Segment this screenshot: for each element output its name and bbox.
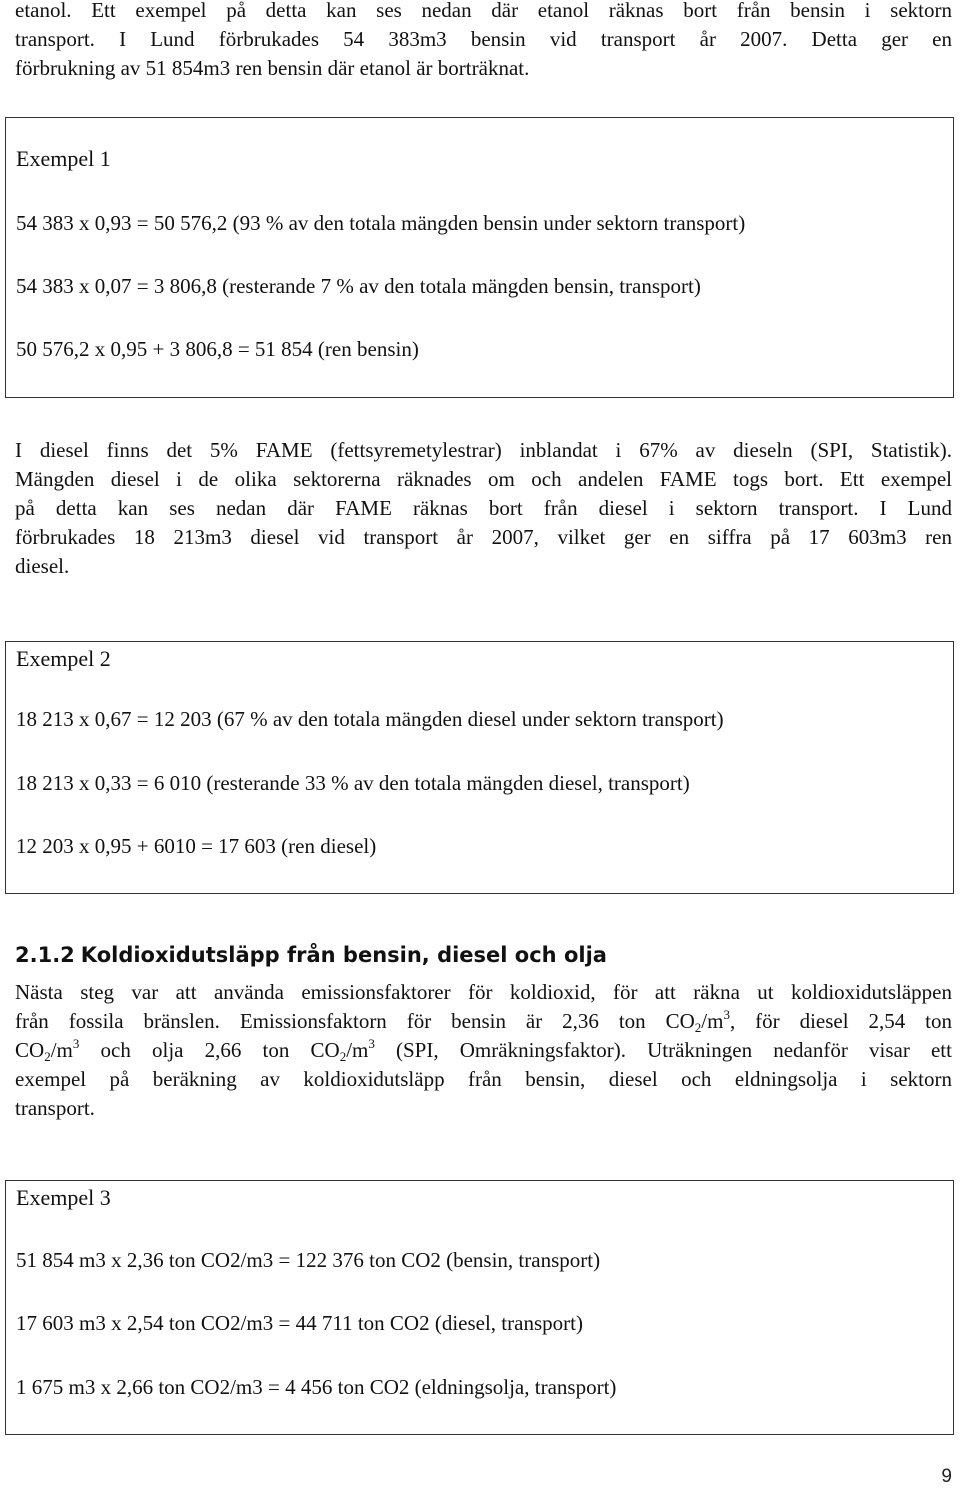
emission-text: (SPI, Omräkningsfaktor). Uträkningen nedanför visar ett xyxy=(374,1038,952,1062)
emission-text: /m xyxy=(50,1038,73,1062)
intro-paragraph xyxy=(15,0,952,83)
emission-text: , för diesel 2,54 ton xyxy=(729,1009,952,1033)
emission-text: från fossila bränslen. Emissionsfaktorn för bensin är 2,36 ton CO xyxy=(15,1009,695,1033)
example-1-line: 54 383 x 0,07 = 3 806,8 (resterande 7 % av den totala mängden bensin, transport) xyxy=(16,274,701,298)
example-2-line: 12 203 x 0,95 + 6010 = 17 603 (ren diesel) xyxy=(16,834,377,858)
emission-text: /m xyxy=(346,1038,369,1062)
example-1-line: 54 383 x 0,93 = 50 576,2 (93 % av den totala mängden bensin under sektorn transport) xyxy=(16,211,746,235)
intro-line: etanol. Ett exempel på detta kan ses nedan där etanol räknas bort från bensin i sektorn xyxy=(15,0,952,22)
emission-paragraph xyxy=(15,978,952,1123)
emission-text: CO xyxy=(15,1038,45,1062)
emission-line: transport. xyxy=(15,1096,95,1120)
example-3-title: Exempel 3 xyxy=(16,1185,111,1210)
example-1-line: 50 576,2 x 0,95 + 3 806,8 = 51 854 (ren bensin) xyxy=(16,337,419,361)
diesel-line: förbrukades 18 213m3 diesel vid transport år 2007, vilket ger en siffra på 17 603m3 ren xyxy=(15,525,952,549)
example-2-line: 18 213 x 0,33 = 6 010 (resterande 33 % av den totala mängden diesel, transport) xyxy=(16,771,690,795)
diesel-line: Mängden diesel i de olika sektorerna räknades om och andelen FAME togs bort. Ett exempel xyxy=(15,467,952,491)
page-number: 9 xyxy=(941,1466,952,1487)
superscript: 3 xyxy=(723,1007,730,1022)
example-3-box xyxy=(5,1180,954,1435)
emission-line xyxy=(15,1036,952,1065)
intro-line: förbrukning av 51 854m3 ren bensin där etanol är borträknat. xyxy=(15,56,530,80)
subscript: 2 xyxy=(339,1049,347,1064)
intro-line: transport. I Lund förbrukades 54 383m3 bensin vid transport år 2007. Detta ger en xyxy=(15,27,952,51)
example-1-title: Exempel 1 xyxy=(16,146,111,171)
emission-text: och olja 2,66 ton CO xyxy=(79,1038,340,1062)
emission-line: Nästa steg var att använda emissionsfaktorer för koldioxid, för att räkna ut koldioxidutsläppen xyxy=(15,980,952,1004)
section-title: Koldioxidutsläpp från bensin, diesel och olja xyxy=(80,943,607,967)
diesel-paragraph xyxy=(15,436,952,581)
section-number: 2.1.2 xyxy=(15,943,75,967)
superscript: 3 xyxy=(368,1036,375,1051)
subscript: 2 xyxy=(44,1049,51,1064)
example-3-line: 51 854 m3 x 2,36 ton CO2/m3 = 122 376 ton CO2 (bensin, transport) xyxy=(16,1248,601,1272)
diesel-line: på detta kan ses nedan där FAME räknas bort från diesel i sektorn transport. I Lund xyxy=(15,496,952,520)
example-2-box xyxy=(5,641,954,894)
emission-line: exempel på beräkning av koldioxidutsläpp från bensin, diesel och eldningsolja i sektorn xyxy=(15,1067,952,1091)
emission-line xyxy=(15,1007,952,1036)
example-1-box xyxy=(5,117,954,398)
diesel-line: I diesel finns det 5% FAME (fettsyremetylestrar) inblandat i 67% av dieseln (SPI, Statistik). xyxy=(15,438,952,462)
diesel-line: diesel. xyxy=(15,554,70,578)
example-3-line: 17 603 m3 x 2,54 ton CO2/m3 = 44 711 ton CO2 (diesel, transport) xyxy=(16,1311,583,1335)
example-2-title: Exempel 2 xyxy=(16,646,111,671)
superscript: 3 xyxy=(72,1036,80,1051)
example-2-line: 18 213 x 0,67 = 12 203 (67 % av den totala mängden diesel under sektorn transport) xyxy=(16,707,724,731)
emission-text: /m xyxy=(701,1009,724,1033)
section-heading xyxy=(15,940,607,970)
example-3-line: 1 675 m3 x 2,66 ton CO2/m3 = 4 456 ton CO2 (eldningsolja, transport) xyxy=(16,1375,617,1399)
subscript: 2 xyxy=(694,1020,702,1035)
